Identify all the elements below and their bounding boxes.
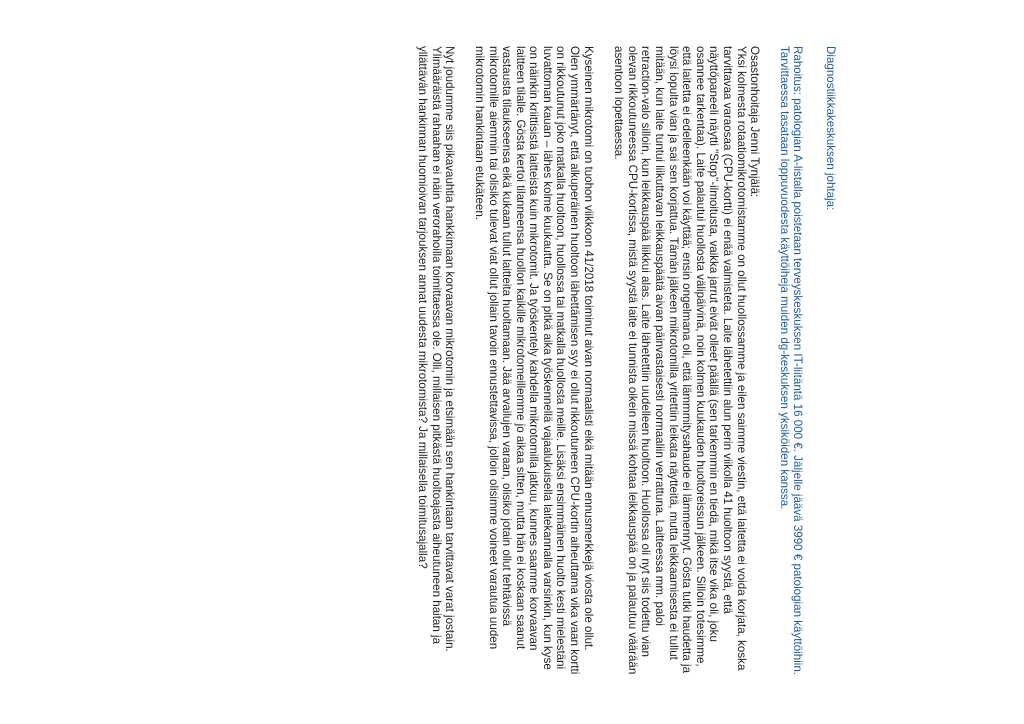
document-page — [187, 42, 837, 682]
head-nurse-section — [612, 46, 762, 678]
section-label: Osastonhoitaja Jenni Tynjälä: — [748, 46, 762, 198]
funding-paragraph: Rahoitus: patologian A-listalla poistetaan terveyskeskuksen IT-liitäntä 16 000 €. Jäljelle jäävä 3990 € patologian käyttöihiin. Tarvittaessa tasataan loppuvuodesta käyttöiheja muiden dg-keskuksen yksiköiden kanssa. — [777, 46, 805, 676]
document-heading: Diagnostiikkakeskuksen johtaja: — [824, 46, 837, 211]
paragraph-1: Yksi kolmesta rotaatiomikrotomistamme on ollut huollossamme ja eilen saimme viestin, että laitetta ei voida korjata, koska tarvittavaa varaosaa (CPU-kortti) ei enää valmisteta. Laite lähetettiin alun perin viikolla 41 huoltoon syystä, että näyttöpaneeli näytti "Stop"-ilmoitusta, vaikka jarrut eivät olleet päällä (sen tarkemmin en tiedä, mikä itse vika oli, joku osannee tarkentaa). Laite palautui huollosta välipäivinä, noin kolmen kuukauden huoltoreissun jälkeen. Silloin totesimme, että laitetta ei edelleenkään voi käyttää; ensin ongelmana oli, että lämmmitysahaude ei lämmennyt. Gösta tutki haudetta ja löysi lopulta vian ja sai sen korjattua. Tämän jälkeen mikrotomilla yritettiin leikata näytteitä, mutta leikkaamisesta ei tullut mitään, kun laite tuntui liikuttavan leikkauspäätä aivan päinvastaisesti normaaliin verrattuna. Laitteessa mm. paloi retraction-valo silloin, kun leikkauspää liikkui alas. Laite lähetettiin uudelleen huoltoon. Huollossa oli nyt siis todettu vian olevan rikkoutuneessa CPU-kortissa, mistä syystä laite ei tunnista oikein missä kohtaa leikkauspää on ja palautuu väärään asentoon lopettaessa. — [612, 46, 748, 675]
paragraph-3: Nyt joudumme siis pikavauhtia hankkimaan korvaavan mikrotomin ja etsimään sen hankintaan tarvittavat varat jostain. Ylimääräistä rahaahan ei näin verorahoilla toimittaessa ole. Olli, millaisen pitkästä huoltoajasta aiheutuneen haitan ja yllättävän hankinnan huomioivan tarjouksen annat uudesta mikrotomista? Ja millaisella toimitusajalla? — [416, 46, 457, 652]
paragraph-2: Kyseinen mikrotomi on tuohon viikkoon 41/2018 toiminut aivan normaalisti eikä mitään ennusmerkkejä viosta ole ollut. Olen ymmärtänyt, että alkuperäinen huoltoon lähettämisen syy ei ollut rikkoutuneen CPU-kortin aiheuttama vika vaan kortti on rikkoutunut joko matkalla huoltoon, huollossa tai matkalla huollosta meille. Lisäksi ensimmäinen huolto kesti mielestäni luvattoman kauan – lähes kolme kuukautta. Se on pitkä aika työskennellä vajaalukuisella laitekannalla varsinkin, kun kyse on näinkin kriittisistä laitteista kuin mikrotomit. Ja työskentely kahdella mikrotomilla jatkuu, kunnes saamme korvaavan laitteen tilalle. Gösta kertoi tilanneensa huollon kaikille mikrotomeillemme jo aikaa sitten, mutta hän ei koskaan saanut vastausta tilaukseensa eikä kukaan tullut laitteita huoltamaan. Jää arvailujen varaan, olisiko jotain ollut tehtävissä mikrotomille aiemmin tai olisiko tulevat viat ollut jollain tavoin ennustettavissa, jolloin olisimme voineet varautua uuden mikrotomin hankintaan etukäteen. — [472, 46, 595, 675]
